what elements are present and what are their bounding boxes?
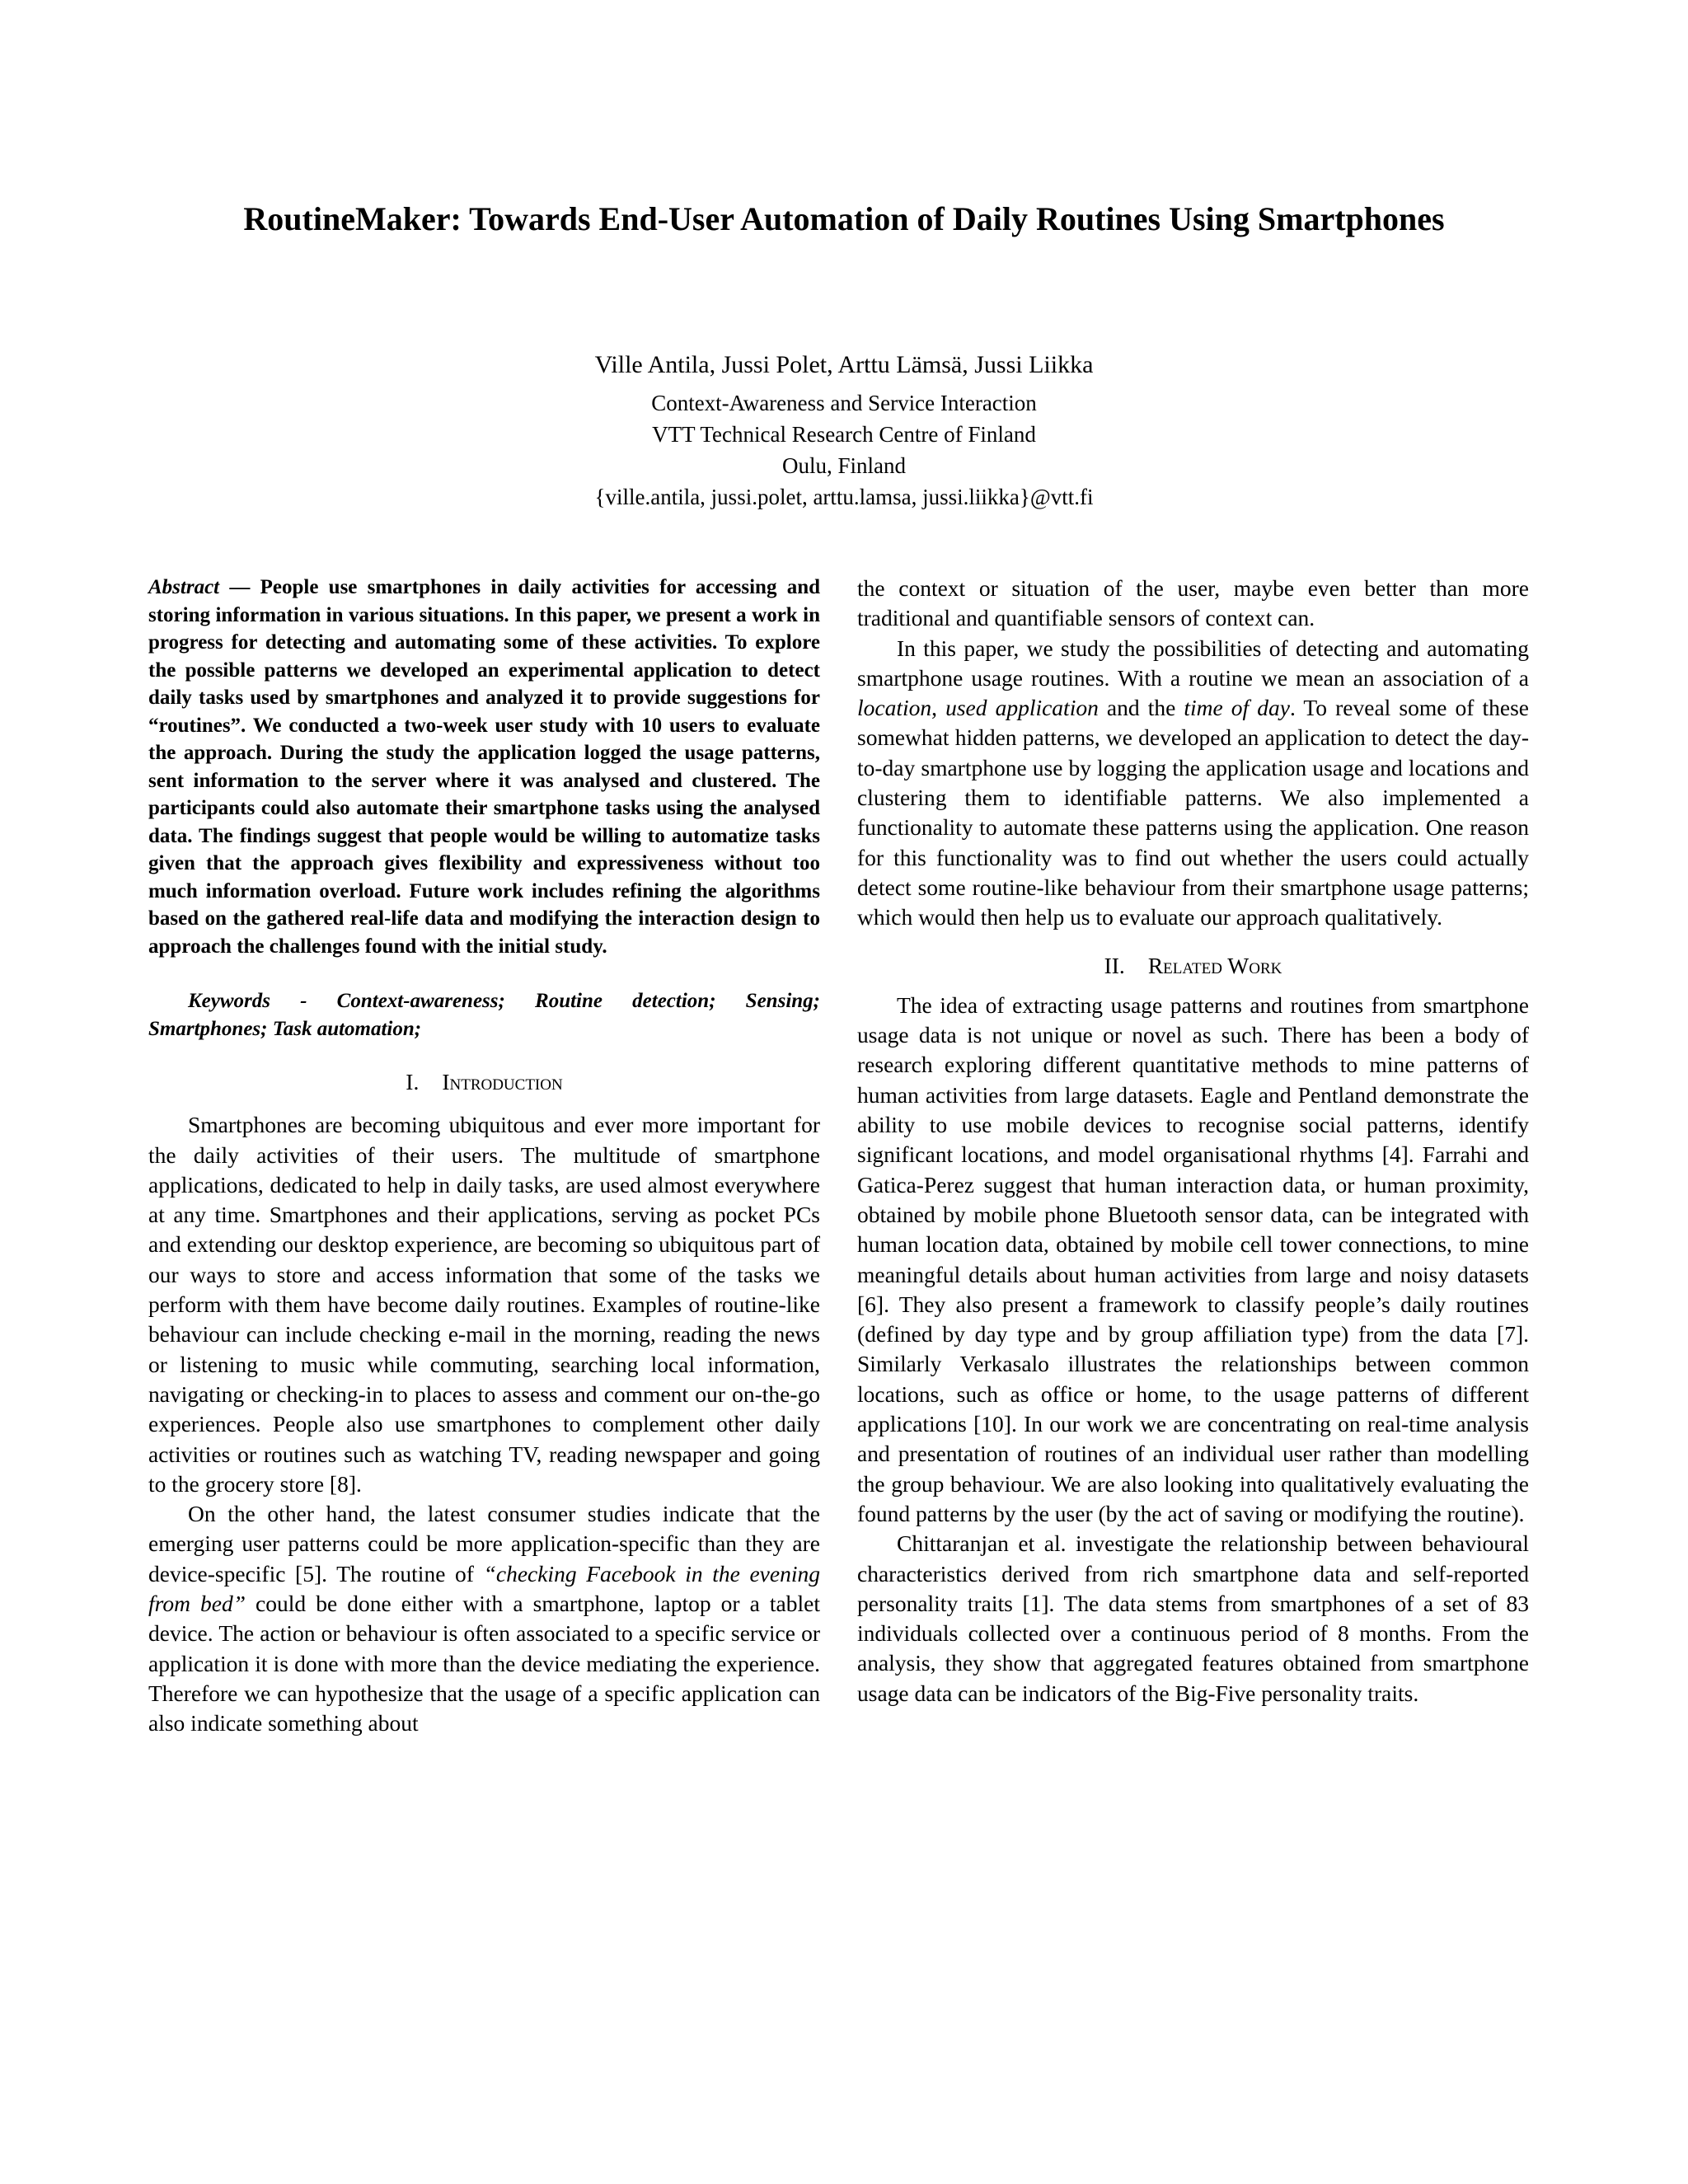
related-paragraph-2: Chittaranjan et al. investigate the relationship between behavioural characteristics derived from rich smartphone data and self-reported personality traits [1]. The data stems from smartphones of a set of 83 individuals collected over a continuous period of 8 months. From the analysis, they show that aggregated features obtained from smartphone usage data can be indicators of the Big-Five personality traits. <box>857 1530 1529 1706</box>
text-run: In this paper, we study the possibilities of detecting and automating smartphone usage routines. With a routine we mean an association of a <box>857 635 1529 691</box>
right-column <box>857 574 1529 1708</box>
abstract-label: Abstract <box>148 576 220 598</box>
intro-paragraph-1: Smartphones are becoming ubiquitous and ever more important for the daily activities of their users. The multitude of smartphone applications, dedicated to help in daily tasks, are used almost everywhere at any time. Smartphones and their applications, serving as pocket PCs and extending our desktop experience, are becoming so ubiquitous part of our ways to store and access information that some of the tasks we perform with them have become daily routines. Examples of routine-like behaviour can include checking e-mail in the morning, reading the news or listening to music while commuting, searching local information, navigating or checking-in to places to assess and comment our on-the-go experiences. People also use smartphones to complement other daily activities or routines such as watching TV, reading newspaper and going to the grocery store [8]. <box>148 1112 820 1497</box>
affiliation-dept: Context-Awareness and Service Interaction <box>651 391 1037 415</box>
affiliation-org: VTT Technical Research Centre of Finland <box>652 422 1036 447</box>
intro-paragraph-2 <box>148 1499 820 1738</box>
author-list: Ville Antila, Jussi Polet, Arttu Lämsä, Jussi Liikka <box>594 351 1094 378</box>
related-paragraph-1: The idea of extracting usage patterns and routines from smartphone usage data is not unique or novel as such. There has been a body of research exploring different quantitative methods to mine patterns of human activities from large datasets. Eagle and Pentland demonstrate the ability to use mobile devices to recognise social patterns, identify significant locations, and model organisational rhythms [4]. Farrahi and Gatica-Perez suggest that human interaction data, or human proximity, obtained by mobile phone Bluetooth sensor data, can be integrated with human location data, obtained by mobile cell tower connections, to mine meaningful details about human activities from large and noisy datasets [6]. They also present a framework to classify people’s daily routines (defined by day type and by group affiliation type) from the data [7]. Similarly Verkasalo illustrates the relationships between common locations, such as office or home, to the usage patterns of different applications [10]. In our work we are concentrating on real-time analysis and presentation of routines of an individual user rather than modelling the group behaviour. We are also looking into qualitatively evaluating the found patterns by the user (by the act of saving or modifying the routine). <box>857 991 1529 1526</box>
affiliation-city: Oulu, Finland <box>781 453 906 478</box>
section-title: Introduction <box>442 1069 563 1094</box>
text-run: and the <box>1098 695 1184 721</box>
abstract-dash: — <box>219 576 260 598</box>
text-run: could be done either with a smartphone, laptop or a tablet device. The action or behaviour is often associated to a specific service or application it is done with more than the device mediating the experience. Therefore we can hypothesize that the usage of a specific application can also indicate something about <box>148 1591 820 1736</box>
section-title: Related Work <box>1147 952 1282 978</box>
intro-paragraph-2-continued: the context or situation of the user, maybe even better than more traditional and quantifiable sensors of context can. <box>857 575 1529 631</box>
text-run: On the other hand, the latest consumer studies indicate that the emerging user patterns could be more application-specific than they are device-specific [5]. The routine of <box>148 1501 820 1586</box>
left-column <box>148 574 820 1739</box>
text-run: . To reveal some of these somewhat hidden patterns, we developed an application to detect the day-to-day smartphone use by logging the application usage and locations and clustering them to identifiable patterns. We also implemented a functionality to automate these patterns using the application. One reason for this functionality was to find out whether the users could actually detect some routine-like behaviour from their smartphone usage patterns; which would then help us to evaluate our approach qualitatively. <box>857 695 1529 930</box>
emphasis-term: used application <box>945 695 1099 721</box>
section-number: I. <box>406 1069 420 1094</box>
emphasis-term: location <box>857 695 932 721</box>
emphasis-term: time of day <box>1184 695 1290 721</box>
paper-title: RoutineMaker: Towards End-User Automation of Daily Routines Using Smartphones <box>243 200 1445 237</box>
intro-paragraph-3 <box>857 634 1529 933</box>
emphasis-quote: “checking Facebook in the evening from bed” <box>148 1560 820 1617</box>
abstract <box>148 574 820 960</box>
abstract-text: People use smartphones in daily activities for accessing and storing information in various situations. In this paper, we present a work in progress for detecting and automating some of these activities. To explore the possible patterns we developed an experimental application to detect daily tasks used by smartphones and analyzed it to provide suggestions for “routines”. We conducted a two-week user study with 10 users to evaluate the approach. During the study the application logged the usage patterns, sent information to the server where it was analysed and clustered. The participants could also automate their smartphone tasks using the analysed data. The findings suggest that people would be willing to automatize tasks given that the approach gives flexibility and expressiveness without too much information overload. Future work includes refining the algorithms based on the gathered real-life data and modifying the interaction design to approach the challenges found with the initial study. <box>148 576 821 958</box>
section-heading-introduction <box>148 1067 820 1097</box>
section-number: II. <box>1104 952 1125 978</box>
text-run: , <box>931 695 946 721</box>
section-heading-related-work <box>857 951 1529 981</box>
keywords: Keywords - Context-awareness; Routine detection; Sensing; Smartphones; Task automation; <box>148 990 820 1040</box>
author-emails: {ville.antila, jussi.polet, arttu.lamsa, jussi.liikka}@vtt.fi <box>594 485 1094 509</box>
affiliation-block <box>206 387 1482 513</box>
